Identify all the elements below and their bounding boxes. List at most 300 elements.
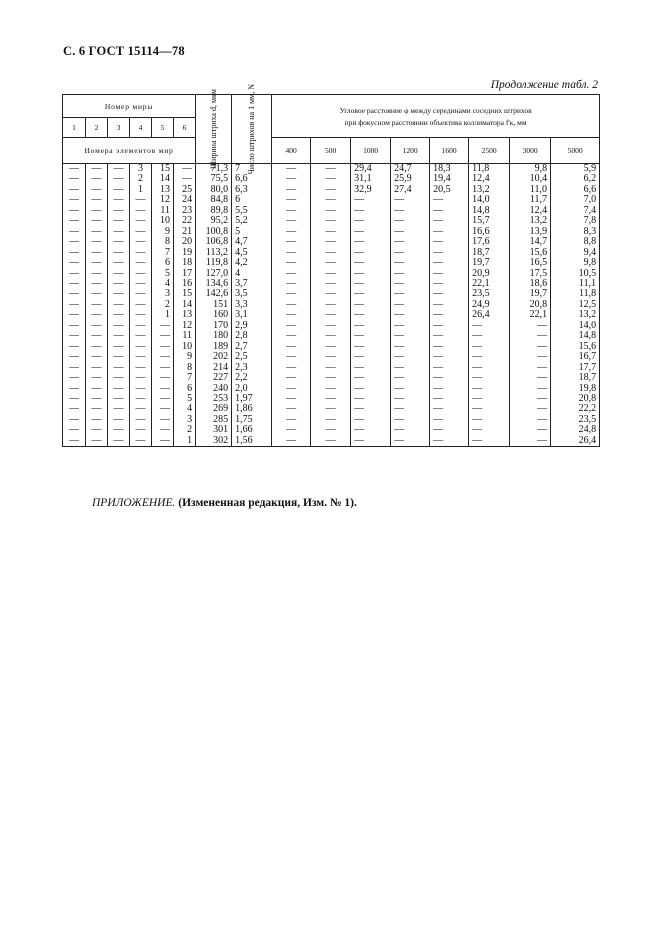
table-cell: 14,8 xyxy=(551,331,600,341)
table-cell: — xyxy=(272,310,311,320)
mira-number: 3 xyxy=(108,118,130,138)
table-cell: — xyxy=(469,425,510,435)
table-cell: — xyxy=(391,352,430,362)
table-cell: — xyxy=(130,404,152,414)
table-cell: — xyxy=(174,174,196,184)
table-cell: — xyxy=(351,310,391,320)
table-cell: — xyxy=(430,227,469,237)
table-cell: — xyxy=(272,352,311,362)
table-cell: 9,8 xyxy=(551,258,600,268)
table-cell: — xyxy=(86,363,108,373)
table-cell: 1 xyxy=(152,310,174,320)
table-cell: — xyxy=(351,206,391,216)
table-cell: 31,1 xyxy=(351,174,391,184)
table-cell: — xyxy=(272,174,311,184)
table-cell: — xyxy=(86,425,108,435)
table-cell: — xyxy=(63,269,86,279)
table-row xyxy=(63,258,600,268)
table-cell: — xyxy=(152,363,174,373)
table-cell: — xyxy=(63,352,86,362)
table-cell: 214 xyxy=(196,363,232,373)
table-cell: — xyxy=(86,164,108,175)
table-cell: — xyxy=(272,216,311,226)
table-cell: 19 xyxy=(174,248,196,258)
table-cell: 14,7 xyxy=(510,237,551,247)
focal-column-header: 3000 xyxy=(510,138,551,164)
table-cell: 17 xyxy=(174,269,196,279)
table-cell: 5,9 xyxy=(551,164,600,175)
table-cell: — xyxy=(63,404,86,414)
table-cell: — xyxy=(108,289,130,299)
table-cell: 17,7 xyxy=(551,363,600,373)
table-cell: 75,5 xyxy=(196,174,232,184)
table-cell: — xyxy=(311,206,351,216)
table-cell: 26,4 xyxy=(469,310,510,320)
table-cell: — xyxy=(108,258,130,268)
table-cell: — xyxy=(86,248,108,258)
table-cell: — xyxy=(391,363,430,373)
mira-number: 1 xyxy=(63,118,86,138)
table-cell: — xyxy=(311,227,351,237)
table-cell: 13,2 xyxy=(510,216,551,226)
table-cell: — xyxy=(130,373,152,383)
table-cell: — xyxy=(272,321,311,331)
table-cell: — xyxy=(130,248,152,258)
table-cell: 14 xyxy=(174,300,196,310)
table-cell: — xyxy=(130,269,152,279)
table-cell: 24,9 xyxy=(469,300,510,310)
table-cell: 25 xyxy=(174,185,196,195)
table-cell: — xyxy=(63,331,86,341)
table-cell: — xyxy=(391,279,430,289)
table-cell: — xyxy=(311,279,351,289)
table-cell: 1 xyxy=(130,185,152,195)
table-cell: — xyxy=(391,384,430,394)
table-cell: — xyxy=(351,394,391,404)
table-cell: — xyxy=(311,373,351,383)
table-cell: — xyxy=(510,363,551,373)
table-cell: 12 xyxy=(174,321,196,331)
table-cell: 71,3 xyxy=(196,164,232,175)
table-cell: 1,75 xyxy=(232,415,272,425)
table-cell: 4 xyxy=(232,269,272,279)
table-cell: — xyxy=(469,321,510,331)
table-cell: — xyxy=(510,404,551,414)
table-cell: 2 xyxy=(174,425,196,435)
table-cell: — xyxy=(272,394,311,404)
table-cell: — xyxy=(272,279,311,289)
table-cell: — xyxy=(108,415,130,425)
table-cell: — xyxy=(391,310,430,320)
table-cell: — xyxy=(311,300,351,310)
appendix-edition-note: (Измененная редакция, Изм. № 1). xyxy=(178,497,357,509)
table-cell: 2 xyxy=(130,174,152,184)
element-numbers-header: Номера элементов мир xyxy=(63,138,196,164)
table-cell: 6,2 xyxy=(551,174,600,184)
table-cell: 20,8 xyxy=(510,300,551,310)
focal-column-header: 500 xyxy=(311,138,351,164)
table-cell: 3 xyxy=(130,164,152,175)
table-cell: — xyxy=(430,352,469,362)
table-cell: 1,86 xyxy=(232,404,272,414)
table-cell: — xyxy=(469,404,510,414)
table-cell: 2,7 xyxy=(232,342,272,352)
table-cell: 2,2 xyxy=(232,373,272,383)
table-cell: — xyxy=(272,237,311,247)
table-cell: — xyxy=(391,269,430,279)
table-cell: — xyxy=(108,425,130,435)
table-cell: — xyxy=(351,195,391,205)
table-cell: — xyxy=(130,352,152,362)
table-cell: — xyxy=(152,415,174,425)
table-cell: 16 xyxy=(174,279,196,289)
table-cell: — xyxy=(430,384,469,394)
table-cell: — xyxy=(108,185,130,195)
table-cell: — xyxy=(311,174,351,184)
table-cell: — xyxy=(130,436,152,447)
table-cell: 80,0 xyxy=(196,185,232,195)
focal-column-header: 400 xyxy=(272,138,311,164)
table-cell: — xyxy=(351,269,391,279)
table-cell: 7,4 xyxy=(551,206,600,216)
table-cell: — xyxy=(510,384,551,394)
table-cell: — xyxy=(108,206,130,216)
table-cell: 7,0 xyxy=(551,195,600,205)
table-cell: — xyxy=(86,258,108,268)
table-cell: — xyxy=(86,269,108,279)
table-cell: 21 xyxy=(174,227,196,237)
table-cell: — xyxy=(130,310,152,320)
table-cell: 95,2 xyxy=(196,216,232,226)
table-cell: 119,8 xyxy=(196,258,232,268)
table-cell: — xyxy=(510,352,551,362)
table-cell: 113,2 xyxy=(196,248,232,258)
table-cell: 22,1 xyxy=(469,279,510,289)
table-cell: — xyxy=(108,248,130,258)
table-cell: — xyxy=(86,300,108,310)
table-cell: — xyxy=(391,195,430,205)
table-cell: 142,6 xyxy=(196,289,232,299)
table-cell: 19,7 xyxy=(469,258,510,268)
lines-per-mm-header: Число штрихов на 1 мм, N xyxy=(232,95,272,164)
table-cell: — xyxy=(130,342,152,352)
table-cell: — xyxy=(391,394,430,404)
table-cell: — xyxy=(86,216,108,226)
table-cell: — xyxy=(469,373,510,383)
table-cell: — xyxy=(108,164,130,175)
table-cell: — xyxy=(311,425,351,435)
table-cell: — xyxy=(311,248,351,258)
table-cell: — xyxy=(63,258,86,268)
table-cell: — xyxy=(351,373,391,383)
table-cell: 285 xyxy=(196,415,232,425)
table-cell: — xyxy=(351,384,391,394)
table-cell: — xyxy=(108,195,130,205)
table-cell: 11,1 xyxy=(551,279,600,289)
table-cell: — xyxy=(63,216,86,226)
table-cell: — xyxy=(351,342,391,352)
table-cell: 16,7 xyxy=(551,352,600,362)
table-cell: — xyxy=(351,415,391,425)
table-cell: — xyxy=(430,415,469,425)
table-cell: 25,9 xyxy=(391,174,430,184)
table-cell: — xyxy=(430,331,469,341)
table-cell: 24,8 xyxy=(551,425,600,435)
table-cell: 11 xyxy=(152,206,174,216)
table-cell: — xyxy=(311,164,351,175)
table-cell: — xyxy=(63,384,86,394)
table-cell: — xyxy=(391,289,430,299)
table-cell: 7 xyxy=(232,164,272,175)
table-cell: 3,5 xyxy=(232,289,272,299)
table-cell: — xyxy=(130,394,152,404)
table-cell: — xyxy=(311,352,351,362)
table-cell: — xyxy=(430,289,469,299)
focal-column-header: 1200 xyxy=(391,138,430,164)
table-cell: — xyxy=(311,195,351,205)
table-cell: — xyxy=(272,300,311,310)
table-cell: 17,6 xyxy=(469,237,510,247)
table-cell: 10 xyxy=(152,216,174,226)
table-cell: — xyxy=(63,279,86,289)
table-cell: 20 xyxy=(174,237,196,247)
table-cell: — xyxy=(391,227,430,237)
table-cell: 20,9 xyxy=(469,269,510,279)
table-cell: — xyxy=(86,404,108,414)
table-cell: 16,5 xyxy=(510,258,551,268)
table-cell: — xyxy=(272,404,311,414)
table-cell: — xyxy=(86,289,108,299)
table-cell: — xyxy=(108,216,130,226)
table-cell: 24,7 xyxy=(391,164,430,175)
table-cell: 15 xyxy=(174,289,196,299)
mira-number: 4 xyxy=(130,118,152,138)
table-cell: — xyxy=(272,384,311,394)
table-cell: 1,97 xyxy=(232,394,272,404)
table-cell: — xyxy=(108,174,130,184)
table-cell: — xyxy=(108,269,130,279)
table-cell: — xyxy=(86,373,108,383)
table-cell: — xyxy=(391,300,430,310)
table-cell: — xyxy=(391,331,430,341)
table-cell: — xyxy=(272,415,311,425)
table-cell: 10,4 xyxy=(510,174,551,184)
table-cell: — xyxy=(391,415,430,425)
table-cell: — xyxy=(272,436,311,447)
table-cell: — xyxy=(86,384,108,394)
table-cell: — xyxy=(63,206,86,216)
table-cell: — xyxy=(86,415,108,425)
table-cell: 20,8 xyxy=(551,394,600,404)
table-cell: — xyxy=(130,258,152,268)
table-cell: 23,5 xyxy=(469,289,510,299)
mira-number: 6 xyxy=(174,118,196,138)
table-cell: — xyxy=(469,331,510,341)
table-cell: 5,5 xyxy=(232,206,272,216)
table-cell: 127,0 xyxy=(196,269,232,279)
table-cell: — xyxy=(86,394,108,404)
table-cell: — xyxy=(63,436,86,447)
table-cell: — xyxy=(351,436,391,447)
table-cell: — xyxy=(311,384,351,394)
table-cell: — xyxy=(430,310,469,320)
table-cell: — xyxy=(430,373,469,383)
table-cell: 19,7 xyxy=(510,289,551,299)
table-cell: 151 xyxy=(196,300,232,310)
table-cell: — xyxy=(469,394,510,404)
table-cell: 9 xyxy=(152,227,174,237)
mira-number: 5 xyxy=(152,118,174,138)
table-cell: 2,9 xyxy=(232,321,272,331)
table-cell: 202 xyxy=(196,352,232,362)
table-cell: — xyxy=(430,279,469,289)
table-cell: — xyxy=(108,363,130,373)
table-cell: 269 xyxy=(196,404,232,414)
table-cell: — xyxy=(351,237,391,247)
table-cell: 13 xyxy=(152,185,174,195)
table-cell: — xyxy=(351,300,391,310)
table-cell: 11,7 xyxy=(510,195,551,205)
table-cell: — xyxy=(311,269,351,279)
table-cell: 1,66 xyxy=(232,425,272,435)
table-cell: — xyxy=(272,425,311,435)
table-cell: — xyxy=(469,384,510,394)
table-cell: — xyxy=(430,237,469,247)
table-cell: — xyxy=(391,436,430,447)
table-cell: — xyxy=(130,227,152,237)
table-cell: 16,6 xyxy=(469,227,510,237)
table-cell: 9 xyxy=(174,352,196,362)
table-cell: 11 xyxy=(174,331,196,341)
table-cell: — xyxy=(152,373,174,383)
table-cell: — xyxy=(86,279,108,289)
table-cell: — xyxy=(391,237,430,247)
table-cell: — xyxy=(391,404,430,414)
table-cell: — xyxy=(311,342,351,352)
appendix-note xyxy=(92,497,357,509)
table-cell: — xyxy=(430,436,469,447)
table-cell: — xyxy=(63,174,86,184)
table-cell: 8,8 xyxy=(551,237,600,247)
table-cell: — xyxy=(152,342,174,352)
table-row xyxy=(63,373,600,383)
table-cell: 23,5 xyxy=(551,415,600,425)
table-cell: 10,5 xyxy=(551,269,600,279)
table-cell: 19,8 xyxy=(551,384,600,394)
table-cell: — xyxy=(152,352,174,362)
table-cell: 13,2 xyxy=(551,310,600,320)
table-cell: — xyxy=(108,384,130,394)
table-cell: 3,1 xyxy=(232,310,272,320)
table-cell: — xyxy=(63,300,86,310)
table-cell: 180 xyxy=(196,331,232,341)
table-cell: — xyxy=(86,227,108,237)
table-cell: — xyxy=(351,248,391,258)
table-cell: — xyxy=(351,258,391,268)
table-cell: 240 xyxy=(196,384,232,394)
table-cell: 9,8 xyxy=(510,164,551,175)
focal-column-header: 1000 xyxy=(351,138,391,164)
table-cell: — xyxy=(510,436,551,447)
table-cell: — xyxy=(86,174,108,184)
table-cell: 15,6 xyxy=(551,342,600,352)
table-cell: — xyxy=(86,321,108,331)
table-cell: 170 xyxy=(196,321,232,331)
table-cell: 1,56 xyxy=(232,436,272,447)
table-cell: 13,9 xyxy=(510,227,551,237)
table-cell: — xyxy=(469,342,510,352)
table-cell: — xyxy=(311,363,351,373)
table-cell: — xyxy=(130,289,152,299)
table-cell: 24 xyxy=(174,195,196,205)
table-cell: — xyxy=(130,300,152,310)
table-cell: 8 xyxy=(174,363,196,373)
table-cell: — xyxy=(272,269,311,279)
table-cell: — xyxy=(430,321,469,331)
table-cell: 2 xyxy=(152,300,174,310)
table-cell: — xyxy=(108,331,130,341)
table-cell: — xyxy=(130,279,152,289)
table-cell: 22 xyxy=(174,216,196,226)
table-cell: — xyxy=(311,321,351,331)
table-cell: — xyxy=(130,384,152,394)
table-cell: — xyxy=(63,415,86,425)
table-cell: — xyxy=(469,436,510,447)
table-cell: 14,8 xyxy=(469,206,510,216)
table-cell: — xyxy=(152,404,174,414)
table-cell: — xyxy=(130,216,152,226)
table-cell: — xyxy=(351,227,391,237)
table-cell: — xyxy=(311,436,351,447)
table-cell: 12,4 xyxy=(510,206,551,216)
table-cell: — xyxy=(272,331,311,341)
table-cell: — xyxy=(469,415,510,425)
table-cell: 100,8 xyxy=(196,227,232,237)
table-cell: — xyxy=(86,352,108,362)
table-cell: 12,5 xyxy=(551,300,600,310)
table-cell: — xyxy=(130,331,152,341)
table-cell: — xyxy=(152,436,174,447)
table-cell: 14 xyxy=(152,174,174,184)
table-cell: — xyxy=(272,342,311,352)
table-cell: — xyxy=(63,185,86,195)
table-cell: 6 xyxy=(152,258,174,268)
table-cell: — xyxy=(272,206,311,216)
table-cell: — xyxy=(391,216,430,226)
table-cell: — xyxy=(108,321,130,331)
table-cell: — xyxy=(351,279,391,289)
table-cell: 7 xyxy=(174,373,196,383)
table-cell: — xyxy=(469,363,510,373)
table-cell: — xyxy=(430,404,469,414)
table-cell: — xyxy=(311,216,351,226)
table-cell: 32,9 xyxy=(351,185,391,195)
table-cell: — xyxy=(108,436,130,447)
table-cell: — xyxy=(510,321,551,331)
table-cell: 4,5 xyxy=(232,248,272,258)
table-cell: — xyxy=(152,321,174,331)
table-cell: — xyxy=(272,164,311,175)
table-cell: 2,8 xyxy=(232,331,272,341)
table-cell: 3 xyxy=(174,415,196,425)
table-cell: — xyxy=(510,331,551,341)
table-cell: — xyxy=(63,248,86,258)
table-cell: — xyxy=(86,331,108,341)
table-cell: 6 xyxy=(232,195,272,205)
table-cell: — xyxy=(351,425,391,435)
table-cell: — xyxy=(311,185,351,195)
table-cell: — xyxy=(63,373,86,383)
